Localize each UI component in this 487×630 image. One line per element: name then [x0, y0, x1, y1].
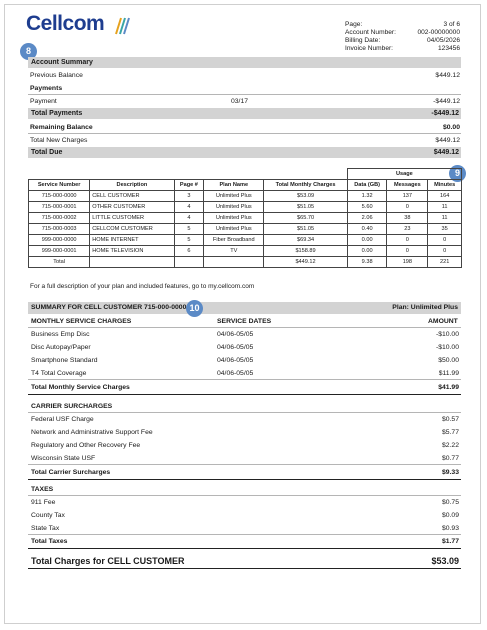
table-total-row	[29, 257, 462, 268]
plan-footnote: For a full description of your plan and included features, go to my.cellcom.com	[30, 283, 255, 290]
table-cell: 0.00	[347, 246, 387, 257]
table-cell: TV	[204, 246, 264, 257]
table-cell: 35	[428, 224, 462, 235]
table-cell: 715-000-0000	[29, 191, 90, 202]
charge-amount: $0.75	[441, 499, 459, 506]
charge-amount: -$10.00	[435, 331, 459, 338]
table-cell: 999-000-0000	[29, 235, 90, 246]
divider	[28, 534, 461, 535]
meta-value: 123456	[437, 45, 460, 52]
previous-balance-value: $449.12	[435, 72, 460, 79]
grand-total-value: $53.09	[431, 556, 459, 566]
carrier-total-label: Total Carrier Surcharges	[31, 469, 111, 476]
table-cell: 715-000-0003	[29, 224, 90, 235]
table-cell: 999-000-0001	[29, 246, 90, 257]
table-row	[29, 202, 462, 213]
charge-amount: -$10.00	[435, 344, 459, 351]
charge-item	[31, 453, 459, 464]
table-row	[29, 224, 462, 235]
charge-dates: 04/06-05/05	[217, 370, 254, 377]
table-cell: 0	[387, 246, 428, 257]
table-cell: 4	[174, 213, 204, 224]
table-header-row	[29, 180, 462, 191]
table-cell: $65.70	[264, 213, 348, 224]
table-cell: HOME INTERNET	[90, 235, 174, 246]
meta-value: 04/05/2026	[426, 37, 460, 44]
table-spacer	[29, 169, 348, 180]
table-cell: 164	[428, 191, 462, 202]
table-cell: Total	[29, 257, 90, 268]
charge-item	[31, 510, 459, 521]
table-cell: 5	[174, 224, 204, 235]
payment-date: 03/17	[231, 98, 249, 105]
divider	[28, 94, 461, 95]
table-cell: 0.00	[347, 235, 387, 246]
column-header: Page #	[174, 180, 204, 191]
remaining-balance-row	[30, 122, 460, 133]
table-cell: $158.89	[264, 246, 348, 257]
table-cell: 9.38	[347, 257, 387, 268]
charge-name: Network and Administrative Support Fee	[31, 429, 153, 436]
meta-label: Billing Date:	[345, 37, 381, 44]
carrier-total-row	[31, 467, 459, 478]
column-header: Description	[90, 180, 174, 191]
table-cell: 0	[387, 202, 428, 213]
table-cell: 221	[428, 257, 462, 268]
charge-name: T4 Total Coverage	[31, 370, 87, 377]
plan-name: Plan: Unlimited Plus	[392, 304, 458, 311]
grand-total-row	[31, 556, 459, 566]
table-cell: 715-000-0002	[29, 213, 90, 224]
column-header: Minutes	[428, 180, 462, 191]
charge-name: Business Emp Disc	[31, 331, 90, 338]
table-cell: CELLCOM CUSTOMER	[90, 224, 174, 235]
charge-item	[31, 342, 459, 353]
taxes-total-row	[31, 536, 459, 547]
charge-amount: $0.57	[441, 416, 459, 423]
table-row	[29, 235, 462, 246]
callout-badge-8: 8	[20, 43, 37, 60]
payments-heading: Payments	[30, 85, 63, 92]
divider	[28, 464, 461, 465]
payment-label: Payment	[30, 98, 57, 105]
customer-summary-band	[28, 302, 461, 314]
divider	[28, 133, 461, 134]
charge-item	[31, 414, 459, 425]
table-cell: Unlimited Plus	[204, 213, 264, 224]
meta-label: Account Number:	[345, 29, 396, 36]
charge-amount: $5.77	[441, 429, 459, 436]
monthly-total-value: $41.99	[438, 384, 459, 391]
customer-summary-title: SUMMARY FOR CELL CUSTOMER 715-000-0000	[31, 304, 187, 311]
table-cell: 2.06	[347, 213, 387, 224]
divider	[28, 548, 461, 549]
table-cell	[90, 257, 174, 268]
table-cell: 0	[387, 235, 428, 246]
table-cell: Unlimited Plus	[204, 202, 264, 213]
new-charges-row	[30, 135, 460, 146]
account-summary-header	[28, 57, 461, 68]
table-cell: $51.05	[264, 224, 348, 235]
table-row	[29, 246, 462, 257]
previous-balance-label: Previous Balance	[30, 72, 83, 79]
table-cell: $69.34	[264, 235, 348, 246]
table-cell: 198	[387, 257, 428, 268]
column-header: Service Number	[29, 180, 90, 191]
charge-name: County Tax	[31, 512, 65, 519]
service-dates-heading: SERVICE DATES	[217, 318, 272, 325]
remaining-balance-label: Remaining Balance	[30, 124, 93, 131]
divider	[28, 412, 461, 413]
total-due-band	[28, 147, 461, 158]
table-cell: 0	[428, 246, 462, 257]
table-cell: HOME TELEVISION	[90, 246, 174, 257]
table-cell: Unlimited Plus	[204, 224, 264, 235]
charge-name: State Tax	[31, 525, 60, 532]
charge-name: 911 Fee	[31, 499, 56, 506]
table-cell: $449.12	[264, 257, 348, 268]
remaining-balance-value: $0.00	[442, 124, 460, 131]
logo-stripes-icon	[112, 14, 132, 36]
charge-name: Smartphone Standard	[31, 357, 98, 364]
taxes-total-value: $1.77	[441, 538, 459, 545]
charge-name: Federal USF Charge	[31, 416, 94, 423]
usage-table	[28, 168, 462, 268]
table-cell: Unlimited Plus	[204, 191, 264, 202]
meta-label: Invoice Number:	[345, 45, 394, 52]
monthly-total-label: Total Monthly Service Charges	[31, 384, 130, 391]
meta-label: Page:	[345, 21, 363, 28]
taxes-total-label: Total Taxes	[31, 538, 68, 545]
charge-item	[31, 497, 459, 508]
column-header: Messages	[387, 180, 428, 191]
table-cell: 715-000-0001	[29, 202, 90, 213]
total-due-value: $449.12	[433, 149, 459, 156]
charge-item	[31, 368, 459, 379]
meta-value: 3 of 6	[443, 21, 460, 28]
amount-heading: AMOUNT	[428, 318, 458, 325]
charge-dates: 04/06-05/05	[217, 344, 254, 351]
charge-item	[31, 440, 459, 451]
payment-row	[30, 96, 460, 107]
monthly-total-row	[31, 382, 459, 393]
new-charges-label: Total New Charges	[30, 137, 88, 144]
carrier-heading: CARRIER SURCHARGES	[31, 403, 113, 410]
table-cell: 137	[387, 191, 428, 202]
charge-dates: 04/06-05/05	[217, 331, 254, 338]
charge-amount: $50.00	[438, 357, 459, 364]
table-cell: 4	[174, 202, 204, 213]
table-cell: 38	[387, 213, 428, 224]
column-header: Total Monthly Charges	[264, 180, 348, 191]
table-cell: 1.32	[347, 191, 387, 202]
charge-item	[31, 523, 459, 534]
column-header: Plan Name	[204, 180, 264, 191]
table-cell: 11	[428, 202, 462, 213]
meta-value: 002-00000000	[417, 29, 460, 36]
charge-name: Regulatory and Other Recovery Fee	[31, 442, 141, 449]
charge-name: Disc Autopay/Paper	[31, 344, 91, 351]
divider	[28, 479, 461, 480]
charge-name: Wisconsin State USF	[31, 455, 96, 462]
callout-badge-9: 9	[449, 165, 466, 182]
carrier-total-value: $9.33	[441, 469, 459, 476]
table-row	[29, 191, 462, 202]
table-cell: 11	[428, 213, 462, 224]
total-due-label: Total Due	[31, 149, 63, 156]
table-cell	[204, 257, 264, 268]
grand-total-label: Total Charges for CELL CUSTOMER	[31, 556, 185, 566]
usage-header: Usage	[347, 169, 461, 180]
divider	[28, 495, 461, 496]
table-cell: 5.60	[347, 202, 387, 213]
account-summary-title: Account Summary	[31, 59, 93, 66]
charge-item	[31, 329, 459, 340]
divider	[28, 379, 461, 380]
callout-badge-10: 10	[186, 300, 203, 317]
charge-amount: $0.93	[441, 525, 459, 532]
table-cell: 23	[387, 224, 428, 235]
payment-value: -$449.12	[433, 98, 460, 105]
table-cell: 0.40	[347, 224, 387, 235]
table-cell: Fiber Broadband	[204, 235, 264, 246]
total-payments-band	[28, 108, 461, 119]
divider	[28, 327, 461, 328]
cellcom-logo: Cellcom	[26, 12, 105, 35]
divider	[28, 394, 461, 395]
new-charges-value: $449.12	[435, 137, 460, 144]
charge-item	[31, 427, 459, 438]
table-cell	[174, 257, 204, 268]
table-cell: 6	[174, 246, 204, 257]
invoice-meta	[345, 21, 460, 53]
divider	[28, 568, 461, 569]
charge-dates: 04/06-05/05	[217, 357, 254, 364]
table-cell: LITTLE CUSTOMER	[90, 213, 174, 224]
table-cell: $51.05	[264, 202, 348, 213]
charge-amount: $11.99	[438, 370, 459, 377]
column-header: Data (GB)	[347, 180, 387, 191]
previous-balance-row	[30, 70, 460, 81]
taxes-heading: TAXES	[31, 486, 54, 493]
table-cell: 3	[174, 191, 204, 202]
table-cell: $53.09	[264, 191, 348, 202]
table-cell: OTHER CUSTOMER	[90, 202, 174, 213]
charge-amount: $2.22	[441, 442, 459, 449]
charge-item	[31, 355, 459, 366]
table-cell: 0	[428, 235, 462, 246]
table-cell: 5	[174, 235, 204, 246]
total-payments-value: -$449.12	[431, 110, 459, 117]
table-row	[29, 213, 462, 224]
total-payments-label: Total Payments	[31, 110, 83, 117]
charge-amount: $0.09	[441, 512, 459, 519]
charge-amount: $0.77	[441, 455, 459, 462]
table-cell: CELL CUSTOMER	[90, 191, 174, 202]
monthly-charges-heading: MONTHLY SERVICE CHARGES	[31, 318, 132, 325]
